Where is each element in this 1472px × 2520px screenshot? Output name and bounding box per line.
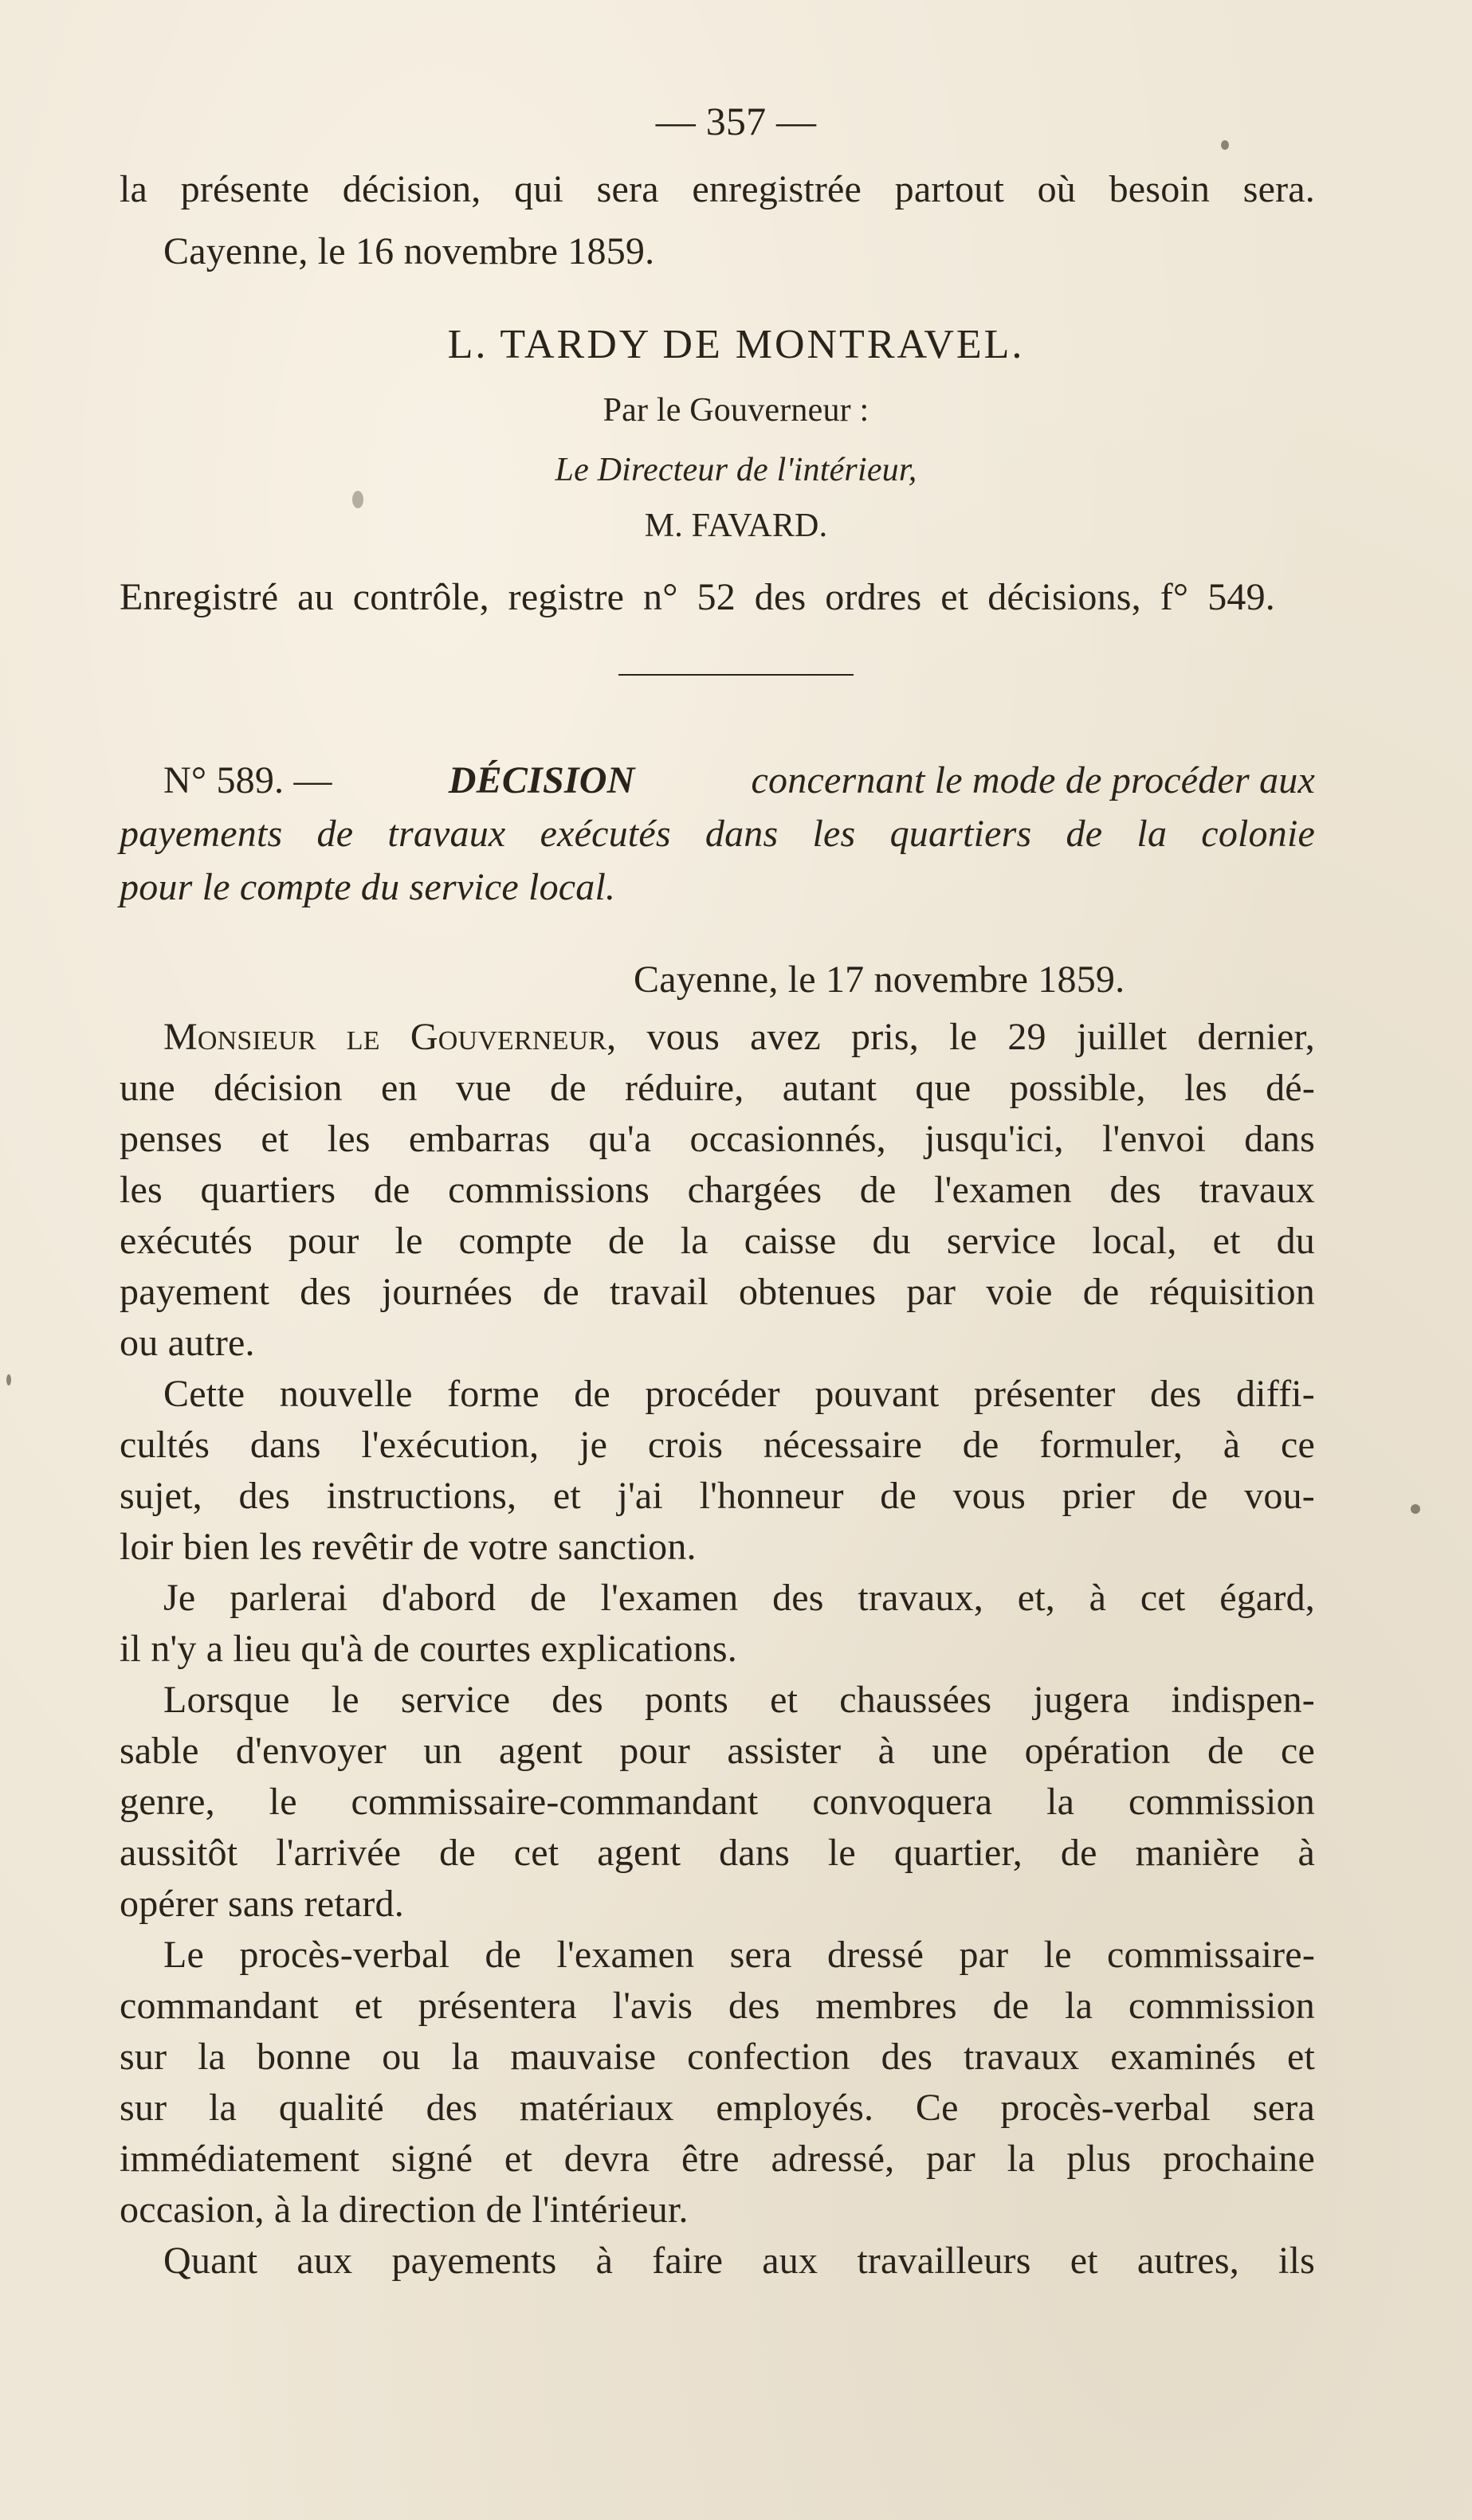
paragraph-4-line-5: opérer sans retard. <box>120 1883 404 1925</box>
letter-date-line: Cayenne, le 17 novembre 1859. <box>634 958 1125 1001</box>
paragraph-1-line-7: ou autre. <box>120 1322 255 1364</box>
paragraph-2-line-3: sujet, des instructions, et j'ai l'honneur de vous prier de vou- <box>120 1475 1315 1517</box>
paragraph-2-line-2: cultés dans l'exécution, je crois nécessaire de formuler, à ce <box>120 1424 1315 1466</box>
ink-speck <box>1411 1504 1420 1514</box>
signature-role: Le Directeur de l'intérieur, <box>555 452 917 488</box>
paragraph-3-line-1: Je parlerai d'abord de l'examen des travaux, et, à cet égard, <box>163 1577 1315 1619</box>
paragraph-5-line-4: sur la qualité des matériaux employés. Ce procès-verbal sera <box>120 2087 1315 2129</box>
previous-date-line: Cayenne, le 16 novembre 1859. <box>163 230 655 272</box>
ink-speck <box>6 1374 11 1385</box>
paragraph-1-line-6: payement des journées de travail obtenues par voie de réquisition <box>120 1271 1315 1313</box>
decision-title-word: DÉCISION <box>448 759 635 801</box>
decision-number: N° 589. — <box>163 759 332 801</box>
signature-name: L. TARDY DE MONTRAVEL. <box>447 322 1025 367</box>
paragraph-1-line-4: les quartiers de commissions chargées de l'examen des travaux <box>120 1169 1315 1211</box>
paragraph-4-line-4: aussitôt l'arrivée de cet agent dans le quartier, de manière à <box>120 1832 1315 1874</box>
decision-title-line-2: payements de travaux exécutés dans les quartiers de la colonie <box>120 813 1315 855</box>
paragraph-1-line-1: Monsieur le Gouverneur, vous avez pris, le 29 juillet dernier, <box>163 1016 1315 1058</box>
ink-speck <box>352 491 363 508</box>
paragraph-5-line-6: occasion, à la direction de l'intérieur. <box>120 2189 689 2231</box>
paragraph-2-line-1: Cette nouvelle forme de procéder pouvant présenter des diffi- <box>163 1373 1315 1415</box>
page-number: — 357 — <box>655 99 817 143</box>
decision-title-rest: concernant le mode de procéder aux <box>751 759 1315 801</box>
paragraph-5-line-1: Le procès-verbal de l'examen sera dressé par le commissaire- <box>163 1934 1315 1976</box>
paragraph-1-line-5: exécutés pour le compte de la caisse du service local, et du <box>120 1220 1315 1262</box>
paragraph-6-line-1: Quant aux payements à faire aux travailleurs et autres, ils <box>163 2240 1315 2282</box>
paragraph-5-line-5: immédiatement signé et devra être adressé, par la plus prochaine <box>120 2138 1315 2180</box>
paragraph-3-line-2: il n'y a lieu qu'à de courtes explications. <box>120 1628 738 1670</box>
decision-title-line-3: pour le compte du service local. <box>120 866 616 908</box>
ink-speck <box>1221 140 1229 150</box>
salutation: Monsieur le Gouverneur <box>163 1016 607 1058</box>
paragraph-2-line-4: loir bien les revêtir de votre sanction. <box>120 1526 697 1568</box>
paragraph-1-line-2: une décision en vue de réduire, autant que possible, les dé- <box>120 1067 1315 1109</box>
paragraph-1-line-3: penses et les embarras qu'a occasionnés, jusqu'ici, l'envoi dans <box>120 1118 1315 1160</box>
section-divider <box>618 674 854 676</box>
previous-text-line: la présente décision, qui sera enregistrée partout où besoin sera. <box>120 168 1315 210</box>
paragraph-4-line-2: sable d'envoyer un agent pour assister à une opération de ce <box>120 1730 1315 1772</box>
signature-par: Par le Gouverneur : <box>603 392 869 429</box>
paragraph-4-line-1: Lorsque le service des ponts et chaussées jugera indispen- <box>163 1679 1315 1721</box>
registration-line: Enregistré au contrôle, registre n° 52 des ordres et décisions, f° 549. <box>120 576 1275 618</box>
paragraph-4-line-3: genre, le commissaire-commandant convoquera la commission <box>120 1781 1315 1823</box>
paragraph-5-line-3: sur la bonne ou la mauvaise confection des travaux examinés et <box>120 2036 1315 2078</box>
signature-signer: M. FAVARD. <box>644 508 828 544</box>
decision-title-line-1 <box>163 757 1315 805</box>
paragraph-5-line-2: commandant et présentera l'avis des membres de la commission <box>120 1985 1315 2027</box>
